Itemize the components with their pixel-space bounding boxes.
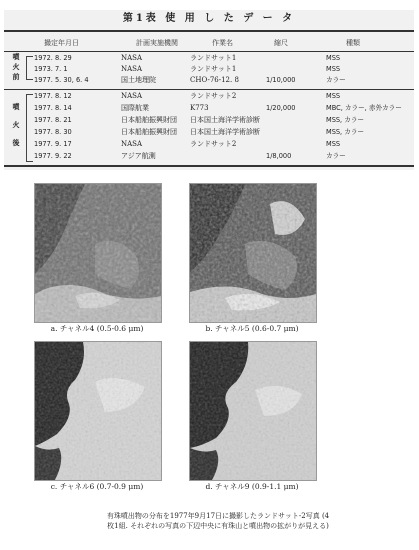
group-label-pre: 噴 火 前 — [12, 52, 20, 81]
header-scale: 縮尺 — [274, 39, 288, 47]
figure-caption — [68, 512, 368, 531]
table-row: 1977. 8. 12 NASA ランドサット2 MSS — [34, 92, 341, 100]
table-title: 第1表 使 用 し た デ ー タ — [122, 13, 296, 24]
figure-caption-line: 枚1組. それぞれの写真の下辺中央に有珠山と噴出物の拡がりが見える) — [107, 521, 329, 530]
table-row: 1972. 8. 29 NASA ランドサット1 MSS — [34, 54, 341, 62]
photo-label-c: c. チャネル6 (0.7-0.9 μm) — [50, 482, 144, 491]
satellite-photo-a — [34, 183, 162, 323]
satellite-photo-d — [189, 341, 317, 481]
photo-label-b: b. チャネル5 (0.6-0.7 μm) — [205, 324, 299, 333]
group-divider-rule — [4, 89, 414, 90]
group-label-post: 噴 火 後 — [12, 102, 20, 147]
header-date: 撮定年月日 — [44, 39, 79, 47]
table-row: 1977. 9. 22 アジア航測 1/8,000 カラー — [34, 152, 346, 160]
table-row: 1973. 7. 1 NASA ランドサット1 MSS — [34, 65, 341, 73]
table-row: 1977. 8. 21 日本船舶振興財団 日本国土海洋学術診断 MSS, カラー — [34, 116, 365, 124]
photo-label-d: d. チャネル9 (0.9-1.1 μm) — [205, 482, 299, 491]
table-row: 1977. 8. 14 国際航業 K773 1/20,000 MBC, カラー, 赤外カラー — [34, 104, 402, 112]
header-type: 種類 — [346, 39, 360, 47]
satellite-photo-c — [34, 341, 162, 481]
header-agency: 計画実施機関 — [136, 39, 178, 47]
table-bottom-rule — [4, 165, 414, 167]
table-row: 1977. 5. 30, 6. 4 国土地理院 CHO-76-12. 8 1/10,000 カラー — [34, 76, 346, 84]
figure-caption-line: 有珠噴出物の分布を1977年9月17日に撮影したランドサット-2写真 (4 — [106, 512, 330, 520]
table-row: 1977. 8. 30 日本船舶振興財団 日本国土海洋学術診断 MSS, カラー — [34, 128, 365, 136]
data-table — [4, 10, 414, 170]
table-row: 1977. 9. 17 NASA ランドサット2 MSS — [34, 140, 341, 148]
photo-label-a: a. チャネル4 (0.5-0.6 μm) — [50, 324, 144, 333]
table-top-rule — [4, 30, 414, 32]
header-rule — [4, 51, 414, 52]
header-sensor: 作業名 — [212, 39, 233, 47]
satellite-photo-b — [189, 183, 317, 323]
